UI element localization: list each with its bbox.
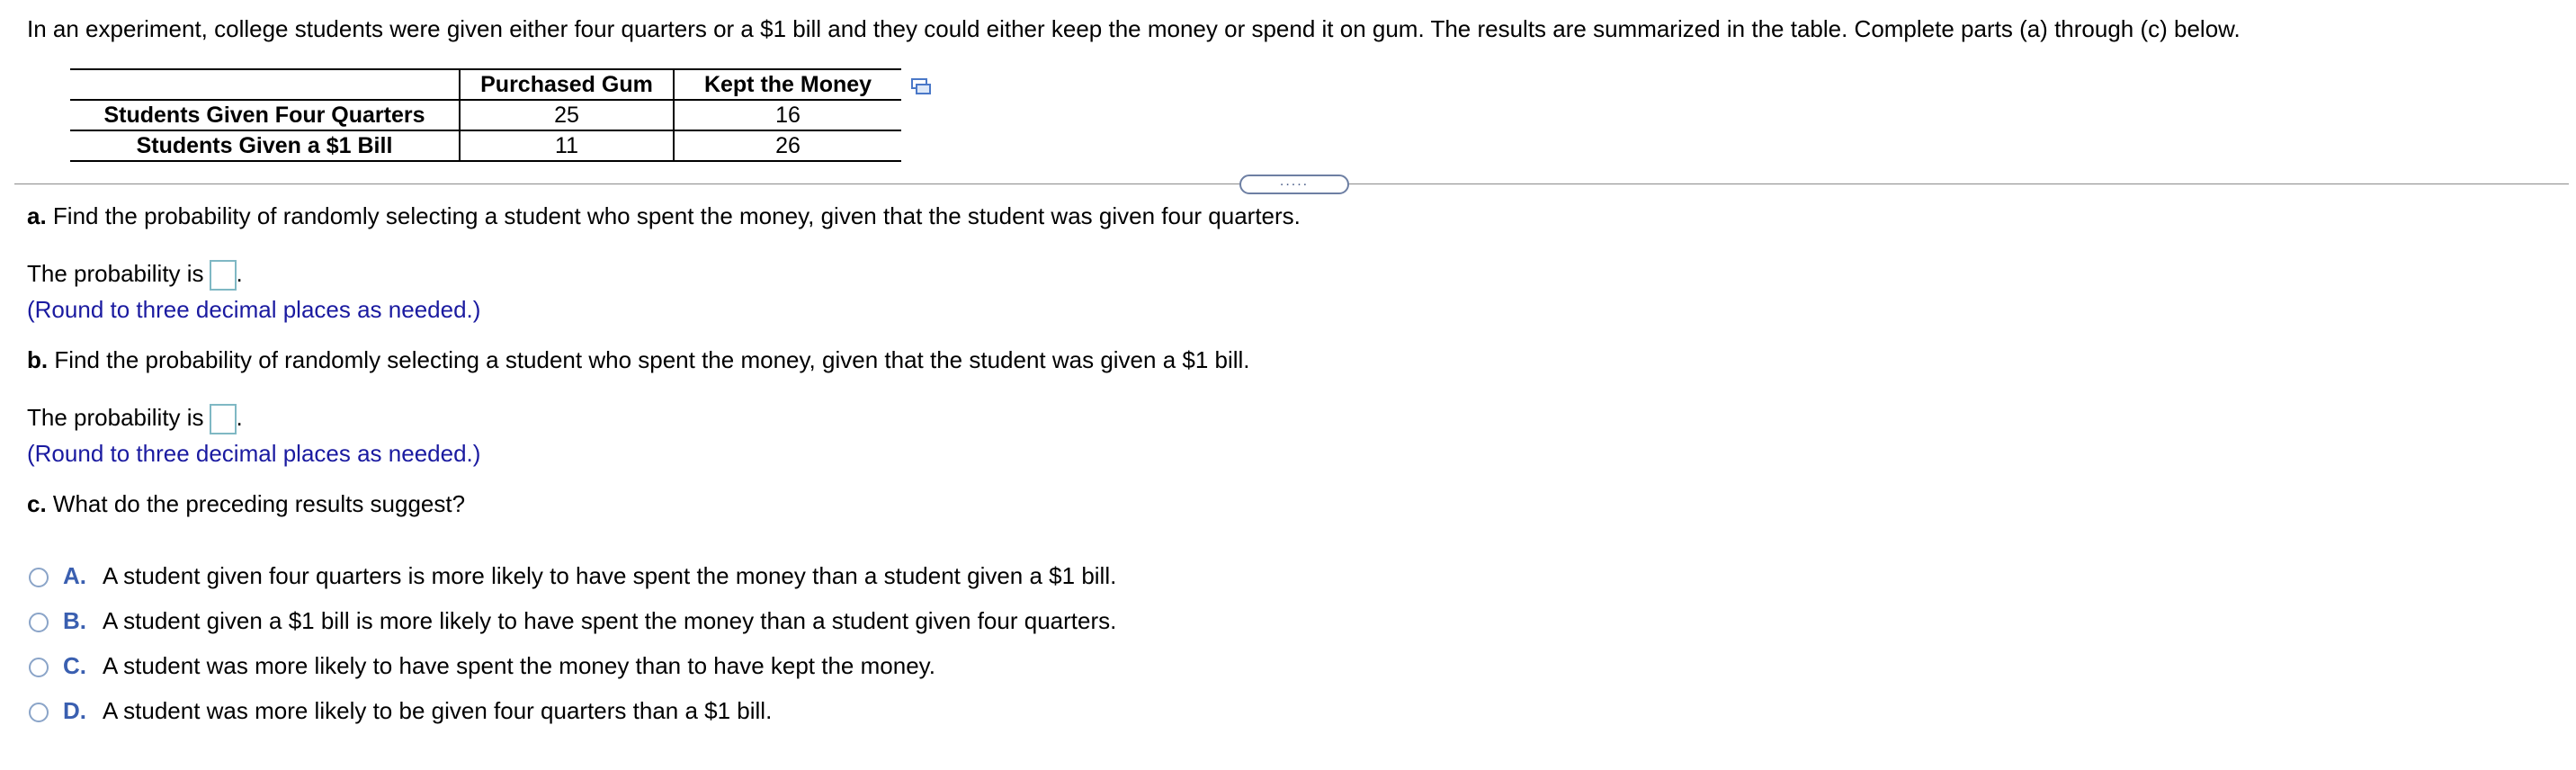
- choice-option-a[interactable]: [29, 560, 1116, 592]
- part-b-hint: (Round to three decimal places as needed.): [27, 440, 481, 467]
- radio-button[interactable]: [29, 703, 49, 722]
- table-row: [70, 130, 901, 161]
- choice-option-d[interactable]: [29, 694, 772, 727]
- expand-toggle-button[interactable]: .....: [1239, 175, 1349, 194]
- option-text: A student was more likely to be given four quarters than a $1 bill.: [103, 697, 773, 724]
- table-row: [70, 100, 901, 130]
- part-letter: b.: [27, 346, 49, 373]
- copy-icon[interactable]: [910, 77, 932, 95]
- answer-b-input[interactable]: [210, 404, 237, 434]
- table-cell: 26: [674, 130, 901, 161]
- option-text: A student was more likely to have spent the money than to have kept the money.: [103, 652, 935, 679]
- part-letter: a.: [27, 202, 47, 229]
- radio-button[interactable]: [29, 568, 49, 587]
- question-text: Find the probability of randomly selecting a student who spent the money, given that the student was given four quarters.: [46, 202, 1301, 229]
- answer-suffix: .: [236, 404, 243, 431]
- column-header: Kept the Money: [674, 69, 901, 100]
- option-letter: A.: [63, 562, 86, 589]
- choice-option-c[interactable]: [29, 649, 935, 682]
- option-letter: D.: [63, 697, 86, 724]
- option-text: A student given a $1 bill is more likely to have spent the money than a student given four quarters.: [103, 607, 1117, 634]
- option-letter: B.: [63, 607, 86, 634]
- row-header: Students Given Four Quarters: [70, 100, 460, 130]
- choice-option-b[interactable]: [29, 604, 1116, 637]
- question-text: Find the probability of randomly selecting a student who spent the money, given that the student was given a $1 bill.: [48, 346, 1250, 373]
- option-text: A student given four quarters is more likely to have spent the money than a student given a $1 bill.: [103, 562, 1117, 589]
- radio-button[interactable]: [29, 658, 49, 677]
- question-intro: In an experiment, college students were given either four quarters or a $1 bill and they could either keep the money or spend it on gum. The results are summarized in the table. Complete parts (a) through (c) below.: [27, 15, 2241, 42]
- table-cell: 11: [460, 130, 674, 161]
- part-letter: c.: [27, 490, 47, 517]
- part-a-hint: (Round to three decimal places as needed.): [27, 296, 481, 323]
- part-b-question: [27, 344, 1250, 376]
- part-c-question: [27, 488, 465, 520]
- row-header: Students Given a $1 Bill: [70, 130, 460, 161]
- part-a-answer-line: [27, 257, 243, 291]
- answer-prefix: The probability is: [27, 404, 204, 431]
- question-text: What do the preceding results suggest?: [46, 490, 466, 517]
- option-letter: C.: [63, 652, 86, 679]
- answer-suffix: .: [236, 260, 243, 287]
- table-cell: 16: [674, 100, 901, 130]
- answer-a-input[interactable]: [210, 260, 237, 291]
- table-corner: [70, 69, 460, 100]
- table-cell: 25: [460, 100, 674, 130]
- table-header-row: [70, 69, 901, 100]
- data-table: [70, 68, 901, 162]
- radio-button[interactable]: [29, 613, 49, 632]
- column-header: Purchased Gum: [460, 69, 674, 100]
- part-a-question: [27, 200, 1301, 232]
- answer-prefix: The probability is: [27, 260, 204, 287]
- part-b-answer-line: [27, 401, 243, 434]
